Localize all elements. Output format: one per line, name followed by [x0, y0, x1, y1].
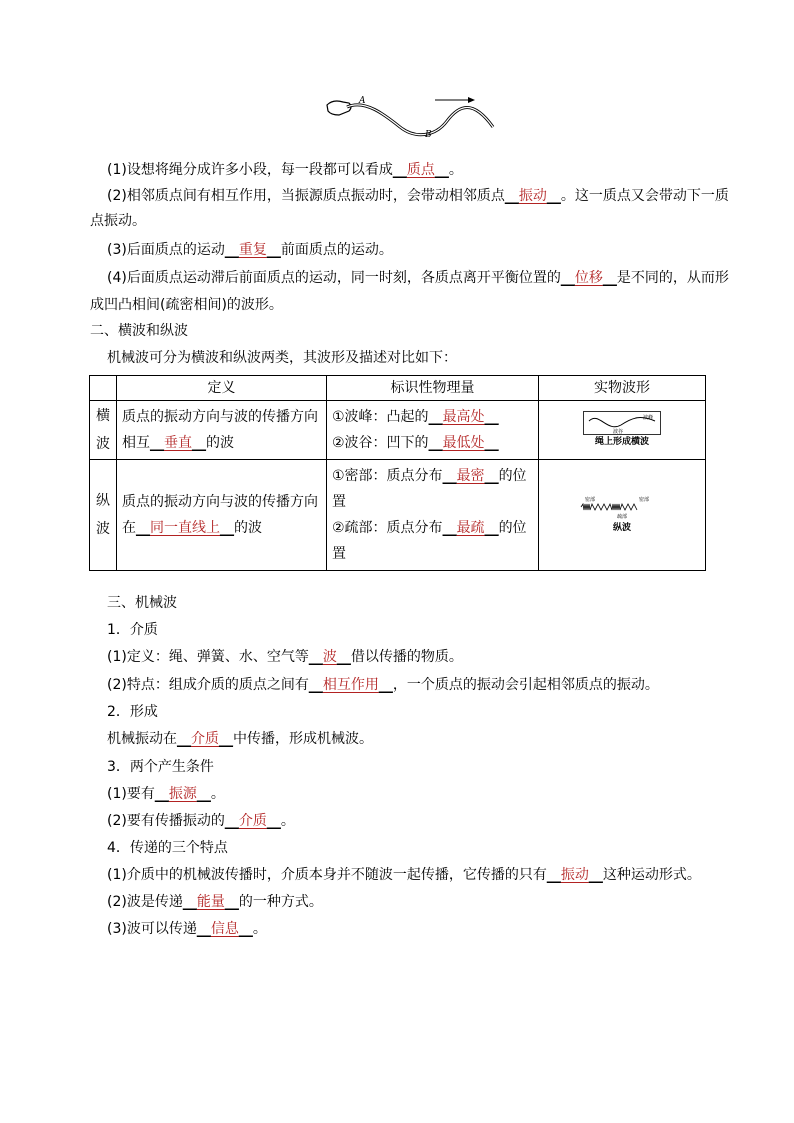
- answer-1: 质点: [406, 162, 435, 178]
- para-4: (4)后面质点运动滞后前面质点的运动，同一时刻，各质点离开平衡位置的__位移__是不同的，从而形: [107, 270, 729, 286]
- condition-2: (2)要有传播振动的__介质__。: [107, 813, 295, 829]
- header-definition: 定义: [117, 376, 327, 401]
- condition-1: (1)要有__振源__。: [107, 786, 225, 802]
- feature-2: (2)波是传递__能量__的一种方式。: [107, 894, 323, 910]
- caption-longitudinal: 纵波: [612, 523, 631, 533]
- table-header-row: [90, 376, 706, 401]
- dense-label-1: 密部: [585, 497, 596, 503]
- para-2: (2)相邻质点间有相互作用，当振源质点振动时，会带动相邻质点__振动__。这一质点又会带动下一质: [107, 188, 729, 204]
- formation-text: 机械振动在__介质__中传播，形成机械波。: [107, 731, 373, 747]
- table-row-transverse: [90, 401, 706, 460]
- table-row-longitudinal: [90, 460, 706, 571]
- transverse-wave-icon: [583, 411, 661, 435]
- sparse-label: 疏部: [617, 514, 628, 520]
- sub-heading-2: 2．形成: [107, 704, 158, 720]
- answer-4: 位移: [574, 270, 603, 286]
- section-2-intro: 机械波可分为横波和纵波两类，其波形及描述对比如下：: [107, 350, 457, 366]
- section-2-heading: 二、横波和纵波: [90, 323, 188, 339]
- medium-definition: (1)定义：绳、弹簧、水、空气等__波__借以传播的物质。: [107, 649, 463, 665]
- header-quantity: 标识性物理量: [327, 376, 539, 401]
- trough-label: 波谷: [613, 429, 624, 435]
- definition-transverse: 质点的振动方向与波的传播方向相互__垂直__的波: [117, 401, 327, 460]
- para-2-cont: 点振动。: [90, 213, 146, 229]
- para-3: (3)后面质点的运动__重复__前面质点的运动。: [107, 242, 393, 258]
- para-4-cont: 成凹凸相间(疏密相间)的波形。: [90, 297, 283, 313]
- quantity-transverse: ①波峰：凸起的__最高处__ ②波谷：凹下的__最低处__: [327, 401, 539, 460]
- hand-icon: [327, 101, 351, 115]
- header-image: 实物波形: [539, 376, 706, 401]
- type-longitudinal: 纵 波: [90, 460, 117, 571]
- section-3-heading: 三、机械波: [107, 595, 177, 611]
- answer-3: 重复: [238, 242, 267, 258]
- type-transverse: 横 波: [90, 401, 117, 460]
- crest-label: 波峰: [643, 415, 654, 421]
- image-longitudinal: [539, 460, 706, 571]
- label-b: B: [425, 130, 432, 140]
- answer-2: 振动: [518, 188, 547, 204]
- label-a: A: [359, 96, 366, 106]
- para-1: (1)设想将绳分成许多小段，每一段都可以看成__质点__。: [107, 162, 463, 178]
- image-transverse: [539, 401, 706, 460]
- rope-wave-figure: [325, 93, 500, 141]
- comparison-table: [89, 375, 706, 571]
- dense-label-2: 密部: [639, 497, 650, 503]
- feature-3: (3)波可以传递__信息__。: [107, 921, 267, 937]
- caption-transverse: 绳上形成横波: [594, 437, 649, 447]
- medium-feature: (2)特点：组成介质的质点之间有__相互作用__，一个质点的振动会引起相邻质点的振动。: [107, 677, 659, 693]
- rope-curve: [347, 105, 493, 135]
- sub-heading-1: 1．介质: [107, 622, 158, 638]
- longitudinal-wave-icon: [577, 495, 667, 521]
- feature-1: (1)介质中的机械波传播时，介质本身并不随波一起传播，它传播的只有__振动__这种运动形式。: [107, 867, 701, 883]
- sub-heading-4: 4．传递的三个特点: [107, 840, 228, 856]
- sub-heading-3: 3．两个产生条件: [107, 759, 214, 775]
- definition-longitudinal: 质点的振动方向与波的传播方向在__同一直线上__的波: [117, 460, 327, 571]
- quantity-longitudinal: ①密部：质点分布__最密__的位置 ②疏部：质点分布__最疏__的位置: [327, 460, 539, 571]
